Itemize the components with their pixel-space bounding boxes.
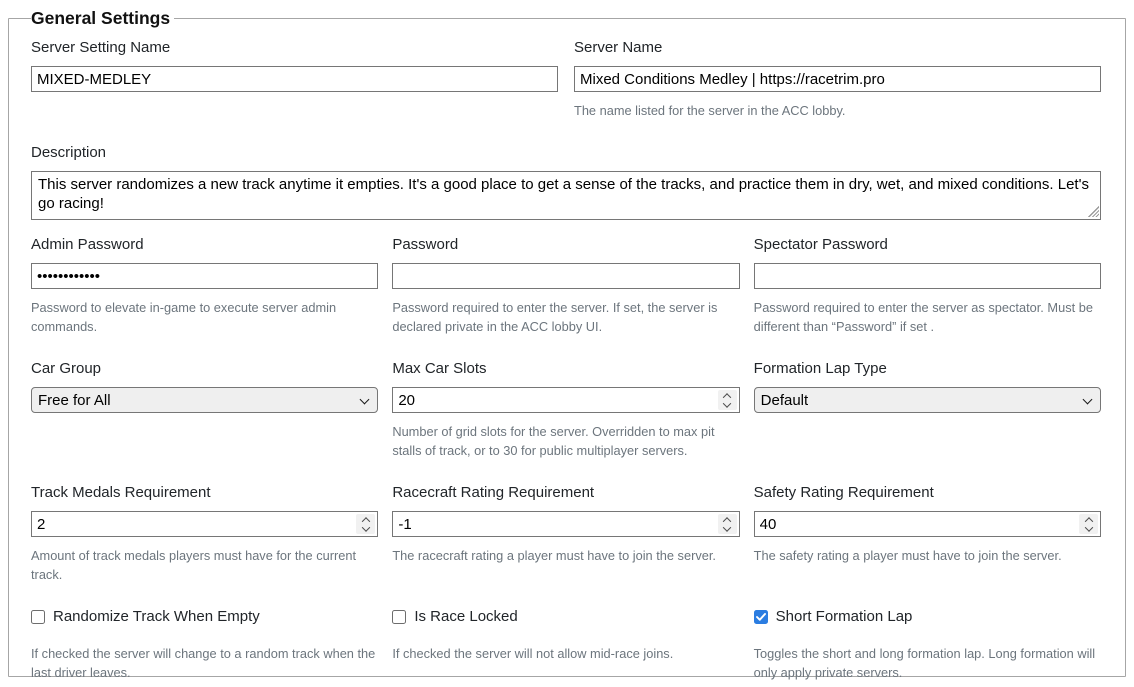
max-car-slots-label: Max Car Slots xyxy=(392,360,487,377)
textarea-resize-handle[interactable] xyxy=(1088,206,1099,217)
admin-password-help: Password to elevate in-game to execute server admin commands. xyxy=(31,300,337,334)
racecraft-rating-input[interactable] xyxy=(392,511,739,537)
number-spinner[interactable] xyxy=(718,514,737,534)
checkmark-icon xyxy=(756,613,766,621)
password-input[interactable] xyxy=(392,263,739,289)
description-textarea[interactable] xyxy=(31,171,1101,220)
randomize-track-checkbox[interactable] xyxy=(31,610,45,624)
field-racecraft-rating-requirement xyxy=(392,484,739,584)
max-car-slots-input[interactable] xyxy=(392,387,739,413)
row-checkboxes xyxy=(31,608,1101,682)
field-password xyxy=(392,236,739,336)
field-spectator-password xyxy=(754,236,1101,336)
field-server-setting-name xyxy=(31,39,558,120)
short-formation-lap-checkbox-row[interactable] xyxy=(754,608,1101,626)
is-race-locked-label: Is Race Locked xyxy=(414,608,518,625)
row-server-names xyxy=(31,39,1101,120)
track-medals-label: Track Medals Requirement xyxy=(31,484,211,501)
formation-lap-type-label: Formation Lap Type xyxy=(753,360,887,377)
row-passwords xyxy=(31,236,1101,336)
server-name-input[interactable] xyxy=(574,66,1101,92)
chevron-down-icon xyxy=(360,395,370,405)
racecraft-rating-help: The racecraft rating a player must have to join the server. xyxy=(392,548,716,563)
short-formation-lap-help: Toggles the short and long formation lap. Long formation will only apply private servers. xyxy=(753,646,1096,680)
field-randomize-track-when-empty xyxy=(31,608,378,682)
field-admin-password xyxy=(31,236,378,336)
field-formation-lap-type xyxy=(754,360,1101,460)
is-race-locked-help: If checked the server will not allow mid-race joins. xyxy=(392,646,674,661)
row-car-settings xyxy=(31,360,1101,460)
number-spinner[interactable] xyxy=(718,390,737,410)
short-formation-lap-checkbox[interactable] xyxy=(754,610,768,624)
randomize-track-label: Randomize Track When Empty xyxy=(53,608,260,625)
password-help: Password required to enter the server. If set, the server is declared private in the ACC lobby UI. xyxy=(392,300,718,334)
formation-lap-type-select[interactable] xyxy=(754,387,1101,413)
field-max-car-slots xyxy=(392,360,739,460)
spinner-down-icon[interactable] xyxy=(362,523,370,531)
admin-password-input[interactable] xyxy=(31,263,378,289)
server-setting-name-input[interactable] xyxy=(31,66,558,92)
field-track-medals-requirement xyxy=(31,484,378,584)
general-settings-panel xyxy=(8,8,1126,680)
chevron-down-icon xyxy=(1083,395,1093,405)
row-description xyxy=(31,144,1101,220)
spinner-down-icon[interactable] xyxy=(723,399,731,407)
field-is-race-locked xyxy=(392,608,739,682)
field-safety-rating-requirement xyxy=(754,484,1101,584)
spectator-password-label: Spectator Password xyxy=(753,236,888,253)
server-name-help: The name listed for the server in the ACC lobby. xyxy=(574,103,846,118)
is-race-locked-checkbox[interactable] xyxy=(392,610,406,624)
formation-lap-type-selected-value: Default xyxy=(760,391,809,409)
spectator-password-help: Password required to enter the server as spectator. Must be different than “Password” if set . xyxy=(753,300,1093,334)
track-medals-input[interactable] xyxy=(31,511,378,537)
spinner-down-icon[interactable] xyxy=(723,523,731,531)
spectator-password-input[interactable] xyxy=(754,263,1101,289)
is-race-locked-checkbox-row[interactable] xyxy=(392,608,739,626)
panel-title: General Settings xyxy=(31,8,171,28)
safety-rating-help: The safety rating a player must have to join the server. xyxy=(753,548,1062,563)
car-group-select[interactable] xyxy=(31,387,378,413)
randomize-track-help: If checked the server will change to a random track when the last driver leaves. xyxy=(31,646,376,680)
car-group-label: Car Group xyxy=(31,360,102,377)
track-medals-help: Amount of track medals players must have for the current track. xyxy=(31,548,357,582)
number-spinner[interactable] xyxy=(1079,514,1098,534)
description-label: Description xyxy=(31,144,107,161)
server-setting-name-label: Server Setting Name xyxy=(31,39,171,56)
field-short-formation-lap xyxy=(754,608,1101,682)
number-spinner[interactable] xyxy=(356,514,375,534)
short-formation-lap-label: Short Formation Lap xyxy=(775,608,913,625)
safety-rating-input[interactable] xyxy=(754,511,1101,537)
racecraft-rating-label: Racecraft Rating Requirement xyxy=(392,484,595,501)
car-group-selected-value: Free for All xyxy=(38,391,111,409)
spinner-down-icon[interactable] xyxy=(1084,523,1092,531)
password-label: Password xyxy=(392,236,459,253)
randomize-track-checkbox-row[interactable] xyxy=(31,608,378,626)
max-car-slots-help: Number of grid slots for the server. Overridden to max pit stalls of track, or to 30 for public multiplayer servers. xyxy=(392,424,715,458)
row-requirements xyxy=(31,484,1101,584)
field-server-name xyxy=(574,39,1101,120)
server-name-label: Server Name xyxy=(574,39,663,56)
field-car-group xyxy=(31,360,378,460)
admin-password-label: Admin Password xyxy=(31,236,144,253)
safety-rating-label: Safety Rating Requirement xyxy=(753,484,934,501)
